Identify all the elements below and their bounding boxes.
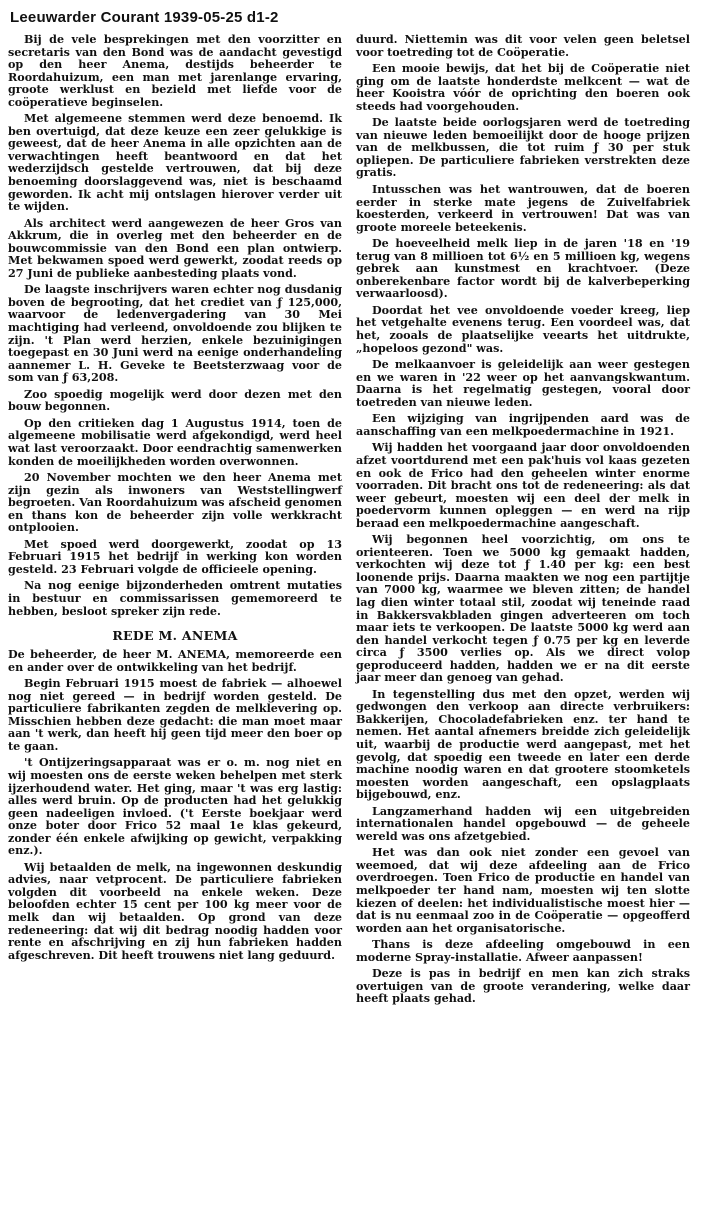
article-paragraph: De beheerder, de heer M. ANEMA, memoreerde een en ander over de ontwikkeling van het bedrijf.	[8, 648, 342, 674]
article-paragraph: Langzamerhand hadden wij een uitgebreiden internationalen handel opgebouwd — de geheele wereld was ons afzetgebied.	[356, 804, 690, 843]
article-paragraph: Met spoed werd doorgewerkt, zoodat op 13 Februari 1915 het bedrijf in werking kon worden gesteld. 23 Februari volgde de officieele opening.	[8, 537, 342, 576]
article-paragraph: Na nog eenige bijzonderheden omtrent mutaties in bestuur en commissarissen gememoreerd te hebben, besloot spreker zijn rede.	[8, 579, 342, 618]
right-column	[356, 34, 690, 1010]
article-paragraph: Met algemeene stemmen werd deze benoemd. Ik ben overtuigd, dat deze keuze een zeer gelukkige is geweest, dat de heer Anema in alle opzichten aan de verwachtingen heeft beantwoord en dat het wederzijdsch gestelde vertrouwen, dat bij deze benoeming doorslaggevend was, niet is beschaamd geworden. Ik acht mij ontslagen hierover verder uit te wijden.	[8, 112, 342, 214]
article-paragraph: duurd. Niettemin was dit voor velen geen beletsel voor toetreding tot de Coöperatie.	[356, 33, 690, 59]
page-title: Leeuwarder Courant 1939-05-25 d1-2	[10, 9, 279, 26]
article-paragraph: De laagste inschrijvers waren echter nog dusdanig boven de begrooting, dat het crediet van ƒ 125,000, waarvoor de ledenvergadering van 30 Mei machtiging had verleend, onvoldoende zou blijken te zijn. 't Plan werd herzien, enkele bezuinigingen toegepast en 30 Juni werd na eenige onderhandeling aannemer L. H. Geveke te Beetsterzwaag voor de som van ƒ 63,208.	[8, 283, 342, 385]
article-paragraph: De laatste beide oorlogsjaren werd de toetreding van nieuwe leden bemoeilijkt door de hooge prijzen van de melkbussen, die tot ruim ƒ 30 per stuk opliepen. De particuliere fabrieken verstrekten deze gratis.	[356, 116, 690, 180]
article-paragraph: 20 November mochten we den heer Anema met zijn gezin als inwoners van Weststellingwerf begroeten. Van Roordahuizum was afscheid genomen en thans kon de beheerder zijn volle werkkracht ontplooien.	[8, 471, 342, 535]
article-paragraph: Wij begonnen heel voorzichtig, om ons te orienteeren. Toen we 5000 kg gemaakt hadden, verkochten wij deze tot ƒ 1.40 per kg: een best loonende prijs. Daarna maakten we nog een partijtje van 7000 kg, waarmee we bleven zitten; de handel lag dien winter totaal stil, zoodat wij teneinde raad in Bakkersvakbladen gingen adverteeren om toch maar iets te verkoopen. De laatste 5000 kg werd aan den handel verkocht tegen ƒ 0.75 per kg en leverde circa ƒ 3500 verlies op. Als we direct volop geproduceerd hadden, hadden we er na dit eerste jaar meer dan genoeg van gehad.	[356, 533, 690, 685]
article-paragraph: Een mooie bewijs, dat het bij de Coöperatie niet ging om de laatste honderdste melkcent — wat de heer Kooistra vóór de oprichting den boeren ook steeds had voorgehouden.	[356, 62, 690, 113]
article-paragraph: 't Ontijzeringsapparaat was er o. m. nog niet en wij moesten ons de eerste weken behelpen met sterk ijzerhoudend water. Het ging, maar 't was erg lastig: alles werd bruin. Op de producten had het gelukkig geen nadeeligen invloed. ('t Eerste boekjaar werd onze boter door Frico 52 maal 1e klas gekeurd, zonder één enkele afwijking op gewicht, verpakking enz.).	[8, 756, 342, 858]
article-paragraph: Op den critieken dag 1 Augustus 1914, toen de algemeene mobilisatie werd afgekondigd, werd heel wat last veroorzaakt. Door eendrachtig samenwerken konden de moeilijkheden worden overwonnen.	[8, 416, 342, 468]
article-paragraph: In tegenstelling dus met den opzet, werden wij gedwongen den verkoop aan directe verbruikers: Bakkerijen, Chocoladefabrieken enz. ter hand te nemen. Het aantal afnemers breidde zich geleidelijk uit, waarbij de productie werd aangepast, met het gevolg, dat spoedig een tweede en later een derde machine noodig waren en dat grootere stoomketels moesten worden aangeschaft, een opslagplaats bijgebouwd, enz.	[356, 687, 690, 802]
article-paragraph: Wij hadden het voorgaand jaar door onvoldoenden afzet voortdurend met een pak'huis vol kaas gezeten en ook de Frico had den geheelen winter enorme voorraden. Dit bracht ons tot de redeneering: als dat weer gebeurt, moesten wij een deel der melk in poedervorm kunnen opleggen — en werd na rijp beraad een melkpoedermachine aangeschaft.	[356, 441, 690, 530]
left-column	[8, 34, 342, 1010]
article-paragraph: Intusschen was het wantrouwen, dat de boeren eerder in sterke mate jegens de Zuivelfabriek koesterden, verkeerd in vertrouwen! Dat was van groote moreele beteekenis.	[356, 183, 690, 234]
article-paragraph: Begin Februari 1915 moest de fabriek — alhoewel nog niet gereed — in bedrijf worden gesteld. De particuliere fabrikanten zegden de melklevering op. Misschien hebben deze gedacht: die man moet maar aan 't werk, dan heeft hij geen tijd meer den boer op te gaan.	[8, 677, 342, 753]
article-paragraph: Thans is deze afdeeling omgebouwd in een moderne Spray-installatie. Afweer aanpassen!	[356, 938, 690, 964]
article-paragraph: Bij de vele besprekingen met den voorzitter en secretaris van den Bond was de aandacht gevestigd op den heer Anema, destijds beheerder te Roordahuizum, een man met jarenlange ervaring, groote werklust en bezield met liefde voor de coöperatieve beginselen.	[8, 33, 342, 109]
article-paragraph: Het was dan ook niet zonder een gevoel van weemoed, dat wij deze afdeeling aan de Frico overdroegen. Toen Frico de productie en handel van melkpoeder ter hand nam, moesten wij ten slotte kiezen of deelen: het individualistische moest hier — dat is nu eenmaal zoo in de Coöperatie — opgeofferd worden aan het organisatorische.	[356, 846, 690, 935]
section-heading: REDE M. ANEMA	[112, 628, 238, 644]
article-paragraph: Wij betaalden de melk, na ingewonnen deskundig advies, naar vetprocent. De particuliere fabrieken volgden dit voorbeeld na enkele weken. Deze beloofden echter 15 cent per 100 kg meer voor de melk dan wij betaalden. Op grond van deze redeneering: dat wij dit bedrag noodig hadden voor rente en afschrijving en zij hun fabrieken hadden afgeschreven. Dit heeft trouwens niet lang geduurd.	[8, 860, 342, 962]
article-paragraph: Als architect werd aangewezen de heer Gros van Akkrum, die in overleg met den beheerder en de bouwcommissie van den Bond een plan ontwierp. Met bekwamen spoed werd gewerkt, zoodat reeds op 27 Juni de publieke aanbesteding plaats vond.	[8, 216, 342, 280]
article-paragraph: Zoo spoedig mogelijk werd door dezen met den bouw begonnen.	[8, 387, 342, 414]
article-paragraph: De hoeveelheid melk liep in de jaren '18 en '19 terug van 8 millioen tot 6½ en 5 millioen kg, wegens gebrek aan kunstmest en krachtvoer. (Deze onberekenbare factor wordt bij de kalverbeperking verwaarloosd).	[356, 237, 690, 301]
article-paragraph: De melkaanvoer is geleidelijk aan weer gestegen en we waren in '22 weer op het aanvangskwantum. Daarna is het regelmatig gestegen, vooral door toetreden van nieuwe leden.	[356, 358, 690, 409]
article-paragraph: Doordat het vee onvoldoende voeder kreeg, liep het vetgehalte evenens terug. Een voordeel was, dat het, zooals de plaatselijke veearts het uitdrukte, „hopeloos gezond" was.	[356, 303, 690, 355]
article-columns	[8, 34, 694, 1010]
article-paragraph: Deze is pas in bedrijf en men kan zich straks overtuigen van de groote verandering, welke daar heeft plaats gehad.	[356, 967, 690, 1006]
article-paragraph: Een wijziging van ingrijpenden aard was de aanschaffing van een melkpoedermachine in 1921.	[356, 412, 690, 438]
